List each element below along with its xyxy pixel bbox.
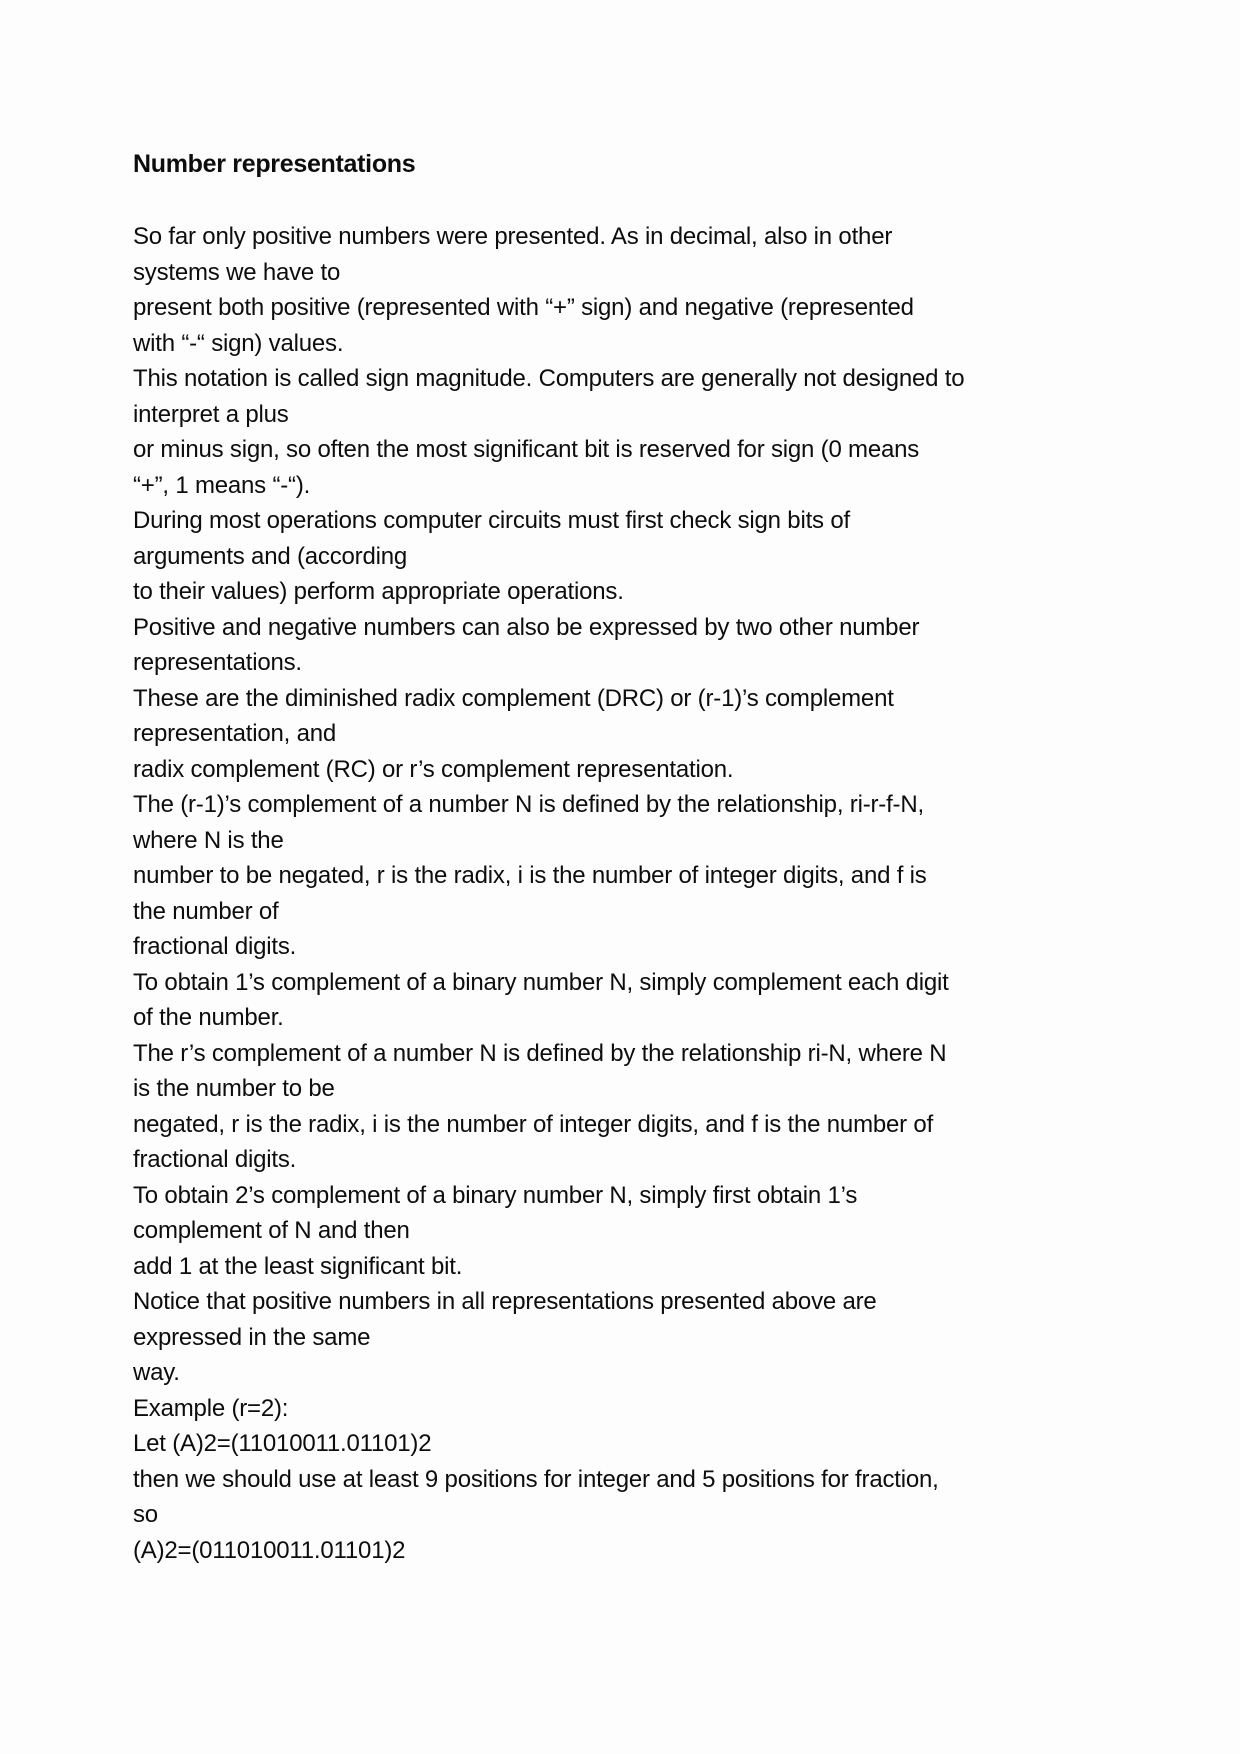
- text-line: to their values) perform appropriate operations.: [133, 578, 624, 605]
- text-line: of the number.: [133, 1004, 284, 1031]
- text-line: complement of N and then: [133, 1217, 410, 1244]
- text-line: fractional digits.: [133, 1146, 297, 1173]
- text-line: Positive and negative numbers can also be expressed by two other number: [133, 613, 920, 641]
- text-line: present both positive (represented with “+” sign) and negative (represented: [133, 294, 914, 321]
- text-line: During most operations computer circuits must first check sign bits of: [133, 507, 850, 534]
- text-line: The r’s complement of a number N is defined by the relationship ri-N, where N: [133, 1039, 947, 1067]
- text-line: (A)2=(011010011.01101)2: [133, 1536, 406, 1564]
- text-line: the number of: [133, 897, 279, 925]
- document-body: [133, 219, 964, 1568]
- text-line: Example (r=2):: [133, 1394, 289, 1422]
- text-line: or minus sign, so often the most significant bit is reserved for sign (0 means: [133, 436, 920, 463]
- page-title: Number representations: [133, 150, 416, 178]
- text-line: representation, and: [133, 720, 337, 747]
- text-line: systems we have to: [133, 258, 341, 286]
- text-line: To obtain 2’s complement of a binary number N, simply first obtain 1’s: [133, 1181, 858, 1209]
- text-line: arguments and (according: [133, 542, 408, 570]
- text-line: then we should use at least 9 positions for integer and 5 positions for fraction,: [133, 1465, 939, 1493]
- text-line: To obtain 1’s complement of a binary number N, simply complement each digit: [133, 968, 949, 996]
- text-line: radix complement (RC) or r’s complement representation.: [133, 755, 734, 783]
- text-line: representations.: [133, 649, 302, 676]
- text-line: The (r-1)’s complement of a number N is defined by the relationship, ri-r-f-N,: [133, 791, 924, 818]
- text-line: interpret a plus: [133, 400, 289, 428]
- text-line: with “-“ sign) values.: [133, 329, 344, 357]
- text-line: Let (A)2=(11010011.01101)2: [133, 1430, 432, 1457]
- text-line: add 1 at the least significant bit.: [133, 1252, 463, 1280]
- text-line: negated, r is the radix, i is the number of integer digits, and f is the number of: [133, 1110, 934, 1138]
- text-line: so: [133, 1501, 158, 1528]
- text-line: fractional digits.: [133, 933, 297, 960]
- text-line: number to be negated, r is the radix, i is the number of integer digits, and f is: [133, 862, 927, 889]
- text-line: So far only positive numbers were presented. As in decimal, also in other: [133, 223, 893, 250]
- text-line: where N is the: [133, 826, 284, 854]
- text-line: is the number to be: [133, 1075, 335, 1102]
- text-line: These are the diminished radix complement (DRC) or (r-1)’s complement: [133, 684, 894, 712]
- text-line: expressed in the same: [133, 1323, 371, 1351]
- text-line: “+”, 1 means “-“).: [133, 471, 311, 499]
- text-line: way.: [133, 1359, 180, 1386]
- text-line: This notation is called sign magnitude. Computers are generally not designed to: [133, 365, 965, 392]
- text-line: Notice that positive numbers in all representations presented above are: [133, 1288, 877, 1315]
